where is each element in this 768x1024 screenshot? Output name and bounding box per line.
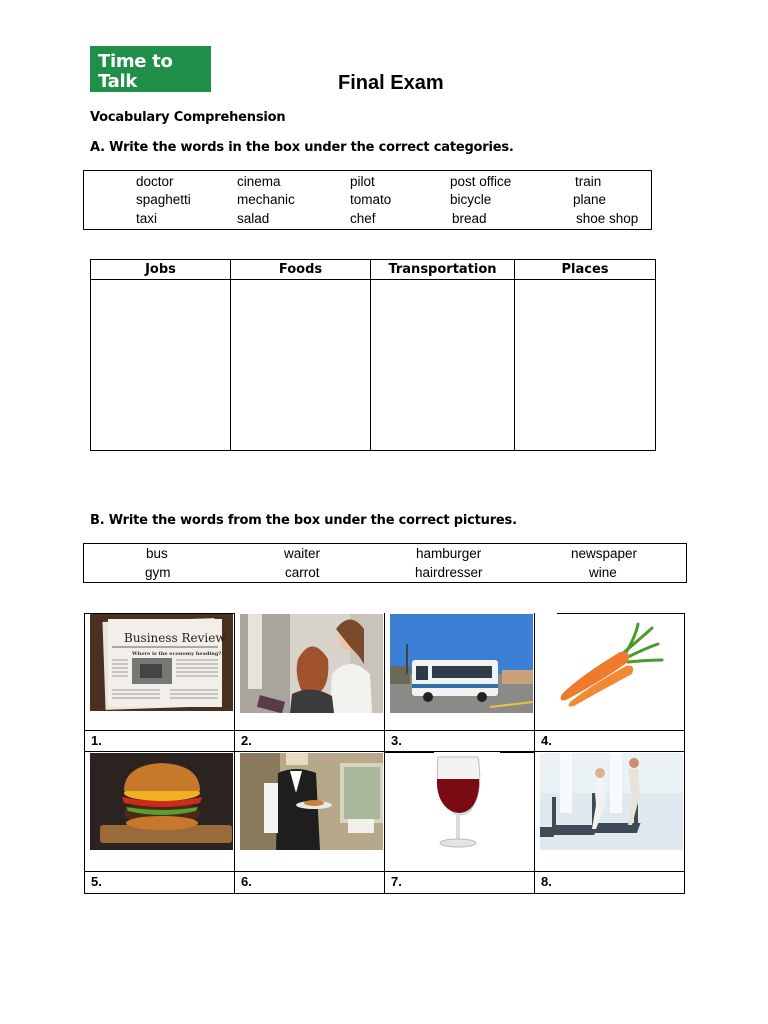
- word-box-item: newspaper: [571, 546, 638, 561]
- part-b-word-box: [83, 543, 687, 583]
- waiter-photo: [240, 753, 383, 850]
- page-title: Final Exam: [338, 72, 444, 94]
- hamburger-photo: [90, 753, 233, 850]
- logo-subtitle: 21st Century Communication Skills: [98, 96, 199, 103]
- word-box-item: pilot: [350, 174, 375, 189]
- word-box-item: hamburger: [416, 546, 482, 561]
- word-box-item: chef: [350, 211, 376, 226]
- picture-number: 5.: [84, 871, 235, 894]
- time-to-talk-logo: [90, 46, 211, 103]
- word-box-item: cinema: [237, 174, 281, 189]
- picture-number: 8.: [534, 871, 685, 894]
- category-header-places: Places: [515, 260, 656, 280]
- logo-title: Time to Talk: [98, 51, 173, 92]
- word-box-item: spaghetti: [136, 192, 191, 207]
- answer-cell-transportation[interactable]: [371, 280, 515, 451]
- bus-photo: [390, 614, 533, 713]
- newspaper-photo: [90, 614, 233, 711]
- category-header-jobs: Jobs: [91, 260, 231, 280]
- word-box-item: taxi: [136, 211, 158, 226]
- word-box-item: waiter: [284, 546, 321, 561]
- word-box-item: bicycle: [450, 192, 492, 207]
- word-box-item: mechanic: [237, 192, 295, 207]
- word-box-item: shoe shop: [576, 211, 639, 226]
- answer-cell-jobs[interactable]: [91, 280, 231, 451]
- picture-number: 3.: [384, 730, 535, 752]
- wine-photo: [414, 753, 502, 853]
- word-box-item: post office: [450, 174, 512, 189]
- picture-number: 1.: [84, 730, 235, 752]
- part-a-word-box: [83, 170, 652, 230]
- newspaper-subhead: Where is the economy heading?: [132, 651, 222, 657]
- carrot-photo: [540, 614, 683, 713]
- answer-cell-places[interactable]: [515, 280, 656, 451]
- category-table: [90, 259, 656, 451]
- gym-photo: [540, 753, 683, 850]
- picture-grid: [84, 613, 685, 894]
- word-box-item: wine: [589, 565, 617, 580]
- word-box-item: tomato: [350, 192, 392, 207]
- part-a-instruction: A. Write the words in the box under the correct categories.: [90, 140, 514, 155]
- newspaper-headline: Business Review: [124, 631, 226, 645]
- answer-cell-foods[interactable]: [231, 280, 371, 451]
- word-box-item: gym: [145, 565, 171, 580]
- picture-number: 6.: [234, 871, 385, 894]
- word-box-item: hairdresser: [415, 565, 483, 580]
- word-box-item: train: [575, 174, 602, 189]
- word-box-item: carrot: [285, 565, 320, 580]
- picture-number: 4.: [534, 730, 685, 752]
- category-header-transportation: Transportation: [371, 260, 515, 280]
- picture-number: 2.: [234, 730, 385, 752]
- word-box-item: bread: [452, 211, 487, 226]
- word-box-item: bus: [146, 546, 168, 561]
- category-header-foods: Foods: [231, 260, 371, 280]
- part-b-instruction: B. Write the words from the box under the correct pictures.: [90, 513, 517, 528]
- hairdresser-photo: [240, 614, 383, 713]
- section-title: Vocabulary Comprehension: [90, 110, 286, 125]
- word-box-item: salad: [237, 211, 270, 226]
- word-box-item: doctor: [136, 174, 174, 189]
- picture-number: 7.: [384, 871, 535, 894]
- word-box-item: plane: [573, 192, 607, 207]
